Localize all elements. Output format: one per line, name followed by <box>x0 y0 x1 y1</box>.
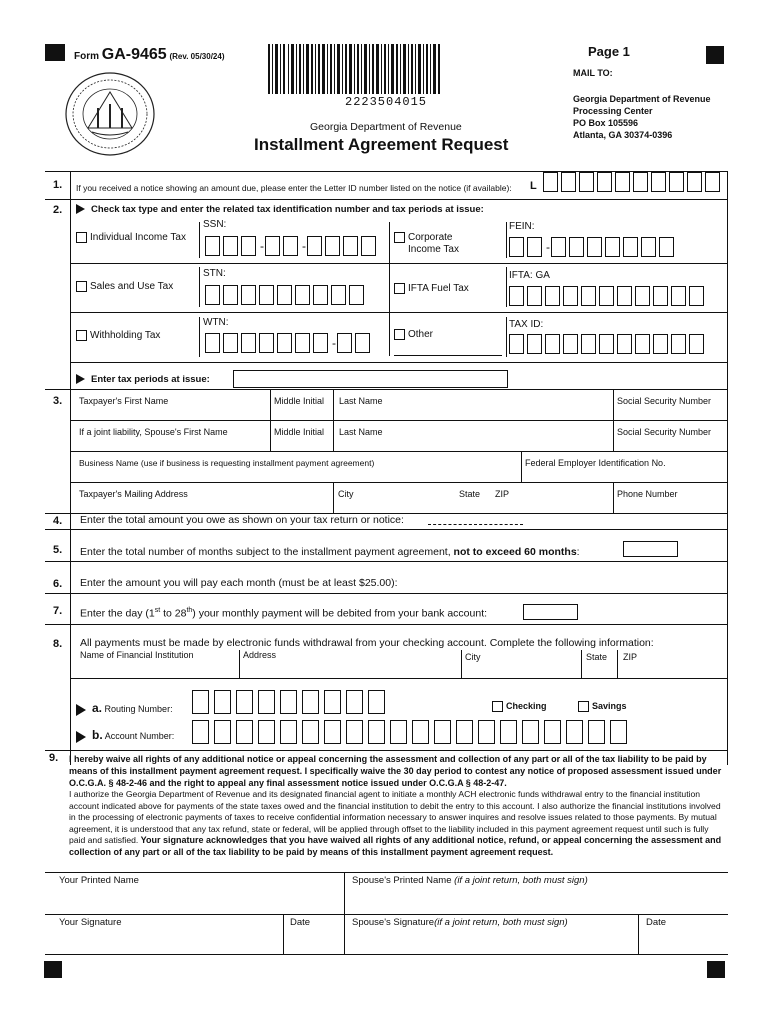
printed-name-field[interactable]: Your Printed Name <box>59 875 139 886</box>
ifta-input[interactable] <box>509 286 707 306</box>
city-field[interactable]: City <box>338 489 354 499</box>
eft-instruction: All payments must be made by electronic funds withdrawal from your checking account. Complete the following information: <box>80 637 654 649</box>
total-owed-input[interactable] <box>428 524 523 525</box>
page-number: Page 1 <box>588 44 630 59</box>
line-4-number: 4. <box>53 515 63 527</box>
letter-id-instruction: If you received a notice showing an amount due, please enter the Letter ID number listed on the notice (if available): <box>76 183 512 193</box>
tax-id-label: TAX ID: <box>509 319 544 330</box>
business-fein-field[interactable]: Federal Employer Identification No. <box>525 458 666 468</box>
barcode <box>266 44 442 94</box>
line-2-number: 2. <box>53 204 63 216</box>
withholding-tax-option[interactable]: Withholding Tax <box>76 330 160 341</box>
bank-state-field[interactable]: State <box>586 652 608 662</box>
stn-input[interactable] <box>205 285 367 305</box>
corporate-income-tax-option[interactable]: Corporate Income Tax <box>394 232 459 256</box>
spouse-middle-initial-field[interactable]: Middle Initial <box>274 427 325 437</box>
bank-city-field[interactable]: City <box>465 652 481 662</box>
fein-input[interactable]: - <box>509 237 677 257</box>
stn-label: STN: <box>203 268 226 279</box>
mailing-address-field[interactable]: Taxpayer's Mailing Address <box>79 489 188 499</box>
line-8-number: 8. <box>53 638 63 650</box>
spouse-signature-field[interactable]: Spouse's Signature(if a joint return, both must sign) <box>352 917 568 928</box>
form-title: Installment Agreement Request <box>254 135 509 154</box>
ssn-label: SSN: <box>203 219 227 230</box>
spouse-printed-name-field[interactable]: Spouse's Printed Name (if a joint return, both must sign) <box>352 875 588 886</box>
line-6-number: 6. <box>53 578 63 590</box>
ifta-ga-label: IFTA: GA <box>509 270 550 281</box>
tax-id-input[interactable] <box>509 334 707 354</box>
spouse-last-name-field[interactable]: Last Name <box>339 427 383 437</box>
ssn-input[interactable]: - - <box>205 236 379 256</box>
checking-option[interactable]: Checking <box>492 701 547 712</box>
mail-address: Georgia Department of Revenue Processing Center PO Box 105596 Atlanta, GA 30374-0396 <box>573 94 711 140</box>
account-number-input[interactable] <box>192 720 632 744</box>
individual-income-tax-option[interactable]: Individual Income Tax <box>76 232 186 243</box>
mail-to-label: MAIL TO: <box>573 68 613 78</box>
business-name-field[interactable]: Business Name (use if business is requesting installment payment agreement) <box>79 458 375 468</box>
taxpayer-first-name-field[interactable]: Taxpayer's First Name <box>79 396 169 406</box>
georgia-seal-icon <box>62 70 158 158</box>
taxpayer-middle-initial-field[interactable]: Middle Initial <box>274 396 325 406</box>
other-tax-option[interactable]: Other <box>394 329 433 340</box>
months-label: Enter the total number of months subject to the installment payment agreement, not to exceed 60 months: <box>80 546 580 558</box>
signature-field[interactable]: Your Signature <box>59 917 122 928</box>
total-owed-label: Enter the total amount you owe as shown on your tax return or notice: <box>80 514 404 526</box>
signature-date-field[interactable]: Date <box>290 917 311 928</box>
debit-day-input[interactable] <box>523 604 578 620</box>
tax-periods-label: Enter tax periods at issue: <box>76 374 210 385</box>
monthly-amount-label: Enter the amount you will pay each month (must be at least $25.00): <box>80 577 398 589</box>
letter-id-input[interactable] <box>543 172 723 192</box>
routing-number-input[interactable] <box>192 690 390 714</box>
spouse-ssn-field[interactable]: Social Security Number <box>617 427 712 437</box>
department-name: Georgia Department of Revenue <box>310 121 462 133</box>
line-3-number: 3. <box>53 395 63 407</box>
tax-type-instruction: Check tax type and enter the related tax identification number and tax periods at issue: <box>76 204 484 215</box>
bank-address-field[interactable]: Address <box>243 650 277 660</box>
fein-label: FEIN: <box>509 221 535 232</box>
barcode-number: 2223504015 <box>345 95 428 109</box>
registration-mark-top-left <box>45 44 65 61</box>
savings-option[interactable]: Savings <box>578 701 627 712</box>
routing-number-label: a. Routing Number: <box>76 701 173 716</box>
wtn-input[interactable]: - <box>205 333 373 353</box>
taxpayer-last-name-field[interactable]: Last Name <box>339 396 383 406</box>
sales-use-tax-option[interactable]: Sales and Use Tax <box>76 281 173 292</box>
authorization-paragraph: I authorize the Georgia Department of Revenue and its designated financial agent to initiate a monthly ACH electronic funds withdrawal entry to the financial institution account indicated above for payments of the state taxes owed and the financial institution to debit the entry to this account. I also authorize the financial institutions involved in the processing of electronic payments of taxes to receive confidential information necessary to answer inquires and resolve issues related to those payments. By mutual agreement, it is understood that any tax refund, state or federal, will be applied through offset to the liability included in this payment agreement request until such is fully paid and satisfied. Your signature acknowledges that you have waived all rights of any additional notice, refund, or appeal concerning the assessment and collection of any part or all of the tax liability to be paid by means of this installment payment agreement request. <box>69 789 722 857</box>
bank-zip-field[interactable]: ZIP <box>623 652 638 662</box>
line-7-number: 7. <box>53 605 63 617</box>
spouse-first-name-field[interactable]: If a joint liability, Spouse's First Name <box>79 427 228 437</box>
form-id: Form GA-9465 (Rev. 05/30/24) <box>74 46 225 63</box>
months-input[interactable] <box>623 541 678 557</box>
phone-number-field[interactable]: Phone Number <box>617 489 678 499</box>
debit-day-label: Enter the day (1st to 28th) your monthly payment will be debited from your bank account: <box>80 607 488 620</box>
wtn-label: WTN: <box>203 317 229 328</box>
line-1-number: 1. <box>53 179 63 191</box>
waiver-paragraph: I hereby waive all rights of any additional notice or appeal concerning the assessment and collection of any part or all of the tax liability to be paid by means of this installment payment agreement request. I specifically waive the 30 day period to contest any notice of proposed assessment issued under O.C.G.A. § 48-2-46 and the right to appeal any final assessment notice issued under O.C.G.A § 48-2-47. <box>69 754 722 788</box>
registration-mark-bottom-right <box>707 961 725 978</box>
spouse-signature-date-field[interactable]: Date <box>646 917 667 928</box>
ifta-fuel-tax-option[interactable]: IFTA Fuel Tax <box>394 283 469 294</box>
financial-institution-field[interactable]: Name of Financial Institution <box>80 650 194 660</box>
line-5-number: 5. <box>53 544 63 556</box>
zip-field[interactable]: ZIP <box>495 489 510 499</box>
taxpayer-ssn-field[interactable]: Social Security Number <box>617 396 712 406</box>
account-number-label: b. Account Number: <box>76 728 174 743</box>
state-field[interactable]: State <box>459 489 481 499</box>
line-9-number: 9. <box>49 752 59 764</box>
tax-periods-input[interactable] <box>233 370 508 388</box>
registration-mark-bottom-left <box>44 961 62 978</box>
letter-id-prefix: L <box>530 180 537 192</box>
registration-mark-top-right <box>706 46 724 64</box>
